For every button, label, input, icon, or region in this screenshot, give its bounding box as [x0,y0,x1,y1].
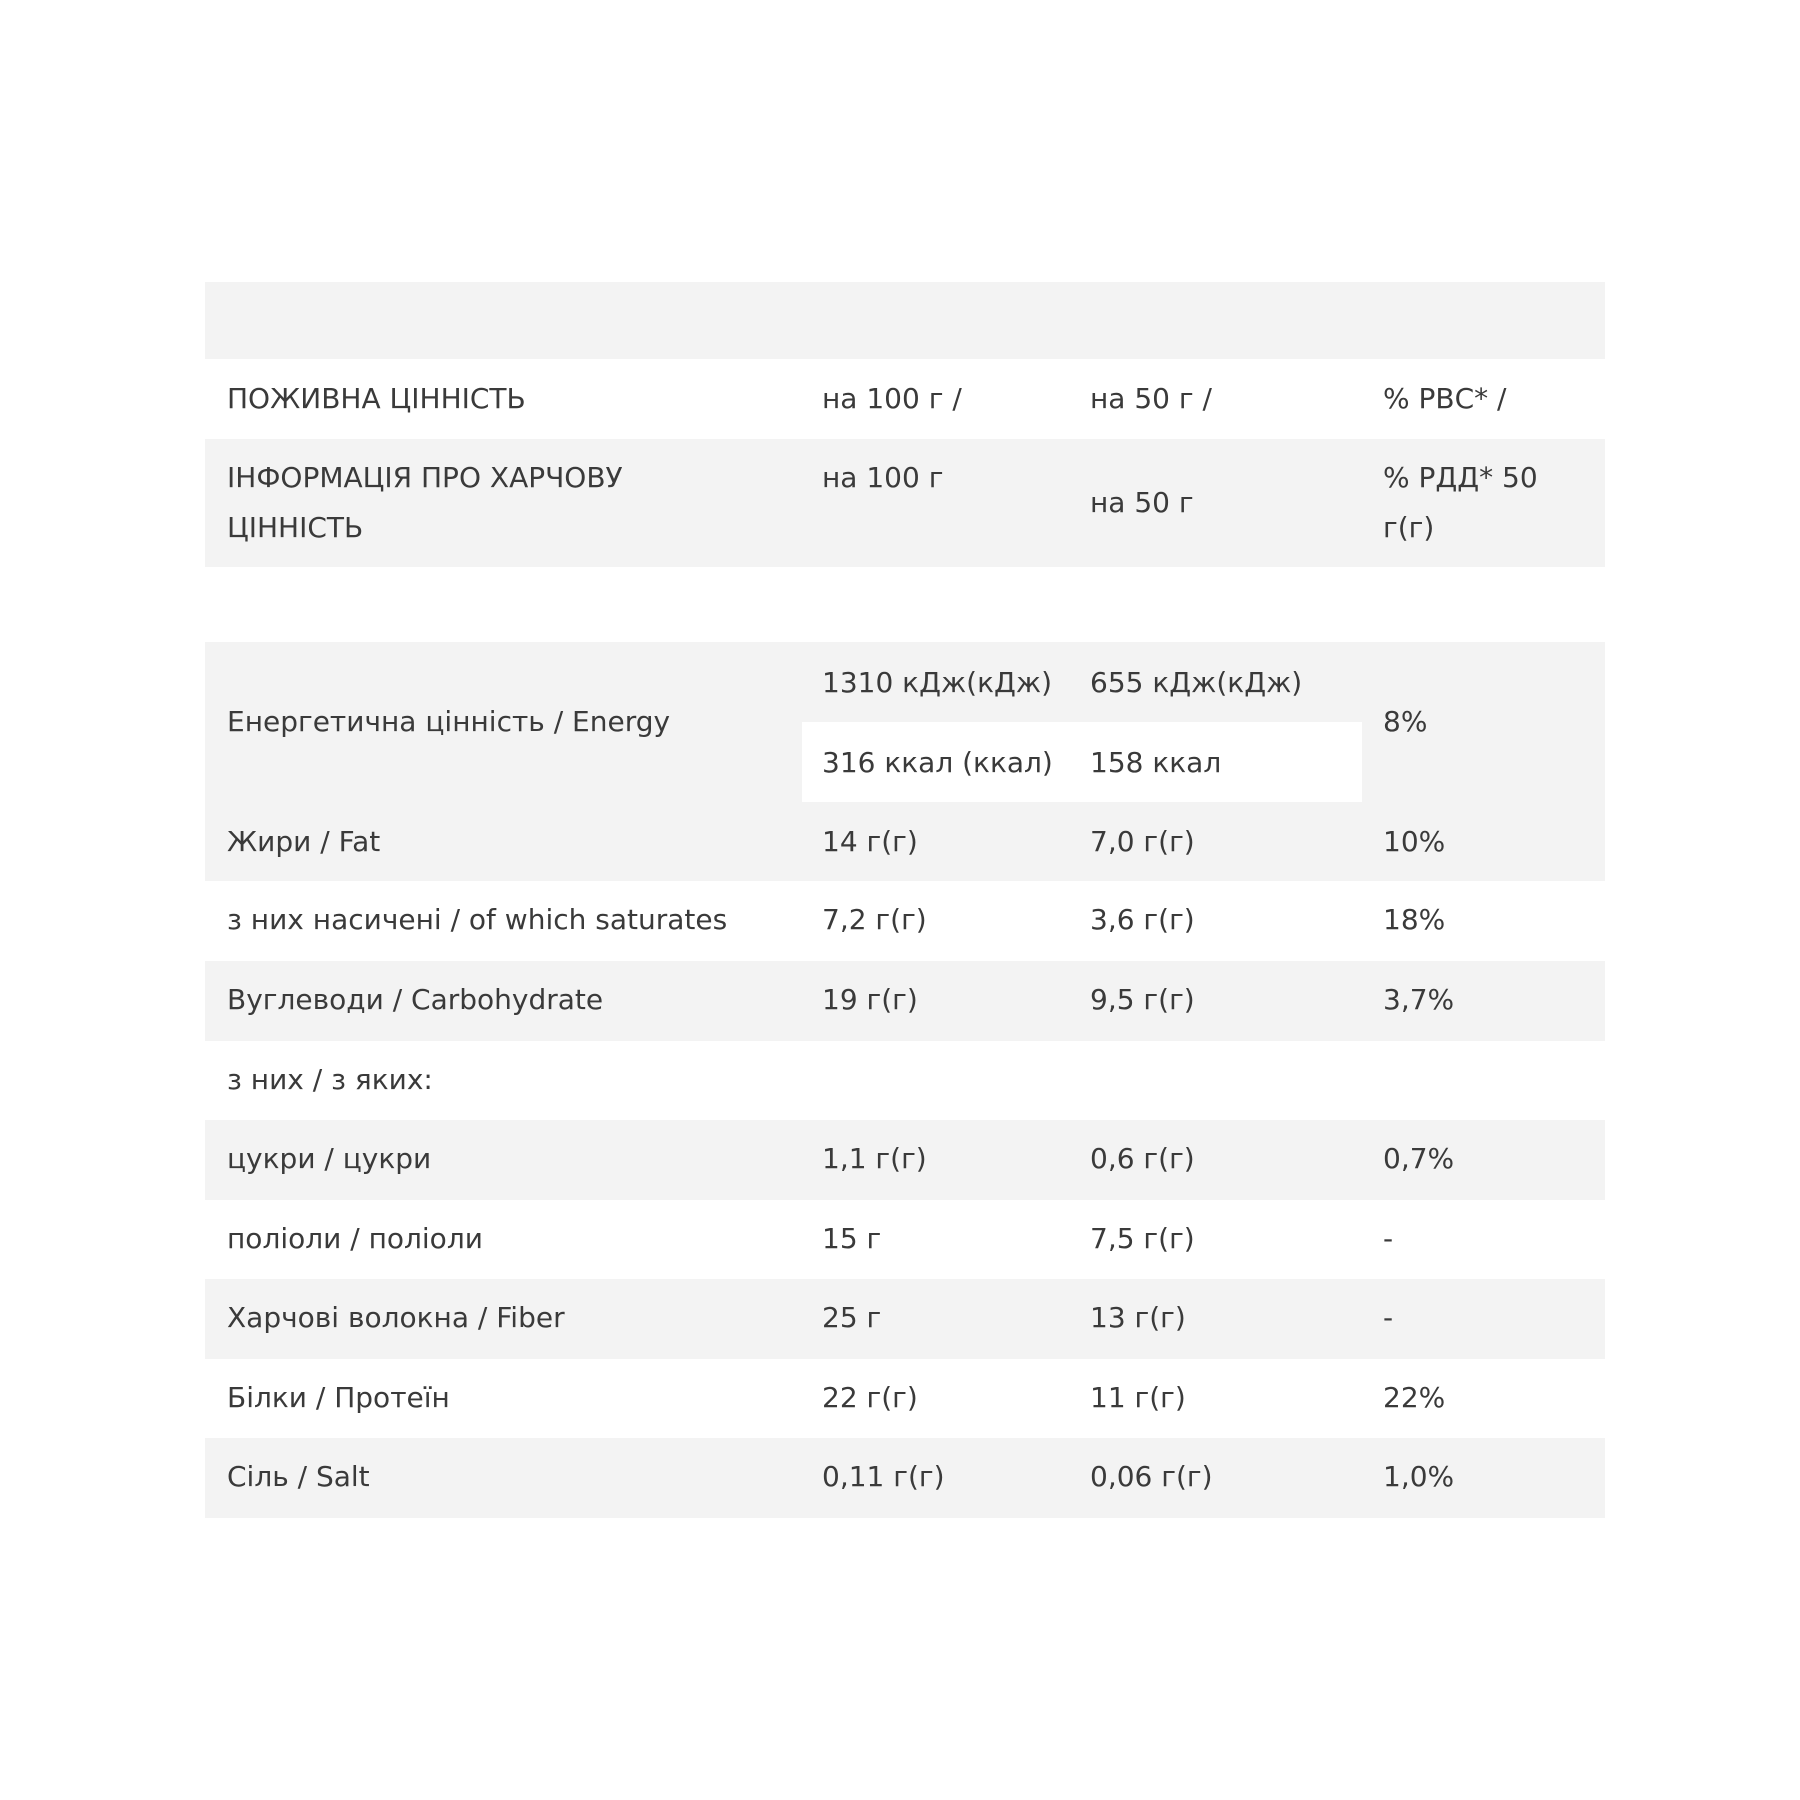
header-spacer-row [205,282,1605,359]
row-per50: 9,5 г(г) [1090,983,1195,1016]
table-row [205,1120,1605,1200]
energy-per50-kcal: 158 ккал [1090,746,1222,779]
header-label-info: ІНФОРМАЦІЯ ПРО ХАРЧОВУ ЦІННІСТЬ [227,461,623,544]
row-rdi: - [1383,1222,1394,1255]
row-per50: 7,0 г(г) [1090,825,1195,858]
table-row [205,961,1605,1041]
table-row [205,1041,1605,1120]
table-row [205,802,1605,881]
energy-per100-kj: 1310 кДж(кДж) [822,666,1053,699]
row-rdi: 1,0% [1383,1460,1455,1493]
row-label: з них / з яких: [227,1063,433,1096]
row-per100: 25 г [822,1301,882,1334]
row-label: Харчові волокна / Fiber [227,1301,565,1334]
row-per100: 22 г(г) [822,1381,918,1414]
row-rdi: 22% [1383,1381,1446,1414]
row-per50: 0,6 г(г) [1090,1142,1195,1175]
table-row [205,1438,1605,1518]
header-row-ua [205,359,1605,439]
row-label: поліоли / поліоли [227,1222,483,1255]
row-per50: 0,06 г(г) [1090,1460,1213,1493]
row-label: Сіль / Salt [227,1460,370,1493]
row-rdi: 0,7% [1383,1142,1455,1175]
row-per50: 7,5 г(г) [1090,1222,1195,1255]
row-per50: 3,6 г(г) [1090,903,1195,936]
header-row-info [205,439,1605,567]
row-per50: 13 г(г) [1090,1301,1186,1334]
row-rdi: - [1383,1301,1394,1334]
energy-per100-kcal: 316 ккал (ккал) [822,746,1053,779]
energy-row [205,642,1605,802]
header-per50-ua: на 50 г / [1090,382,1212,415]
table-row [205,881,1605,961]
header-label-ua: ПОЖИВНА ЦІННІСТЬ [227,382,526,415]
row-label: Вуглеводи / Carbohydrate [227,983,604,1016]
energy-rdi: 8% [1383,705,1428,738]
row-label: Жири / Fat [227,825,381,858]
row-rdi: 3,7% [1383,983,1455,1016]
row-per100: 7,2 г(г) [822,903,927,936]
energy-label: Енергетична цінність / Energy [227,705,671,738]
row-per100: 19 г(г) [822,983,918,1016]
header-rdi-ua: % РВС* / [1383,382,1507,415]
row-rdi: 18% [1383,903,1446,936]
row-per100: 15 г [822,1222,882,1255]
table-row [205,1279,1605,1359]
header-per100-ua: на 100 г / [822,382,962,415]
header-per100-info: на 100 г [822,461,944,494]
header-per50-info: на 50 г [1090,486,1194,519]
nutrition-header-table [205,282,1605,567]
row-label: Білки / Протеїн [227,1381,450,1414]
row-per100: 1,1 г(г) [822,1142,927,1175]
row-label: з них насичені / of which saturates [227,903,728,936]
table-row [205,1359,1605,1438]
row-per50: 11 г(г) [1090,1381,1186,1414]
row-per100: 14 г(г) [822,825,918,858]
table-row [205,1200,1605,1279]
row-rdi: 10% [1383,825,1446,858]
nutrition-body-table [205,642,1605,1518]
energy-per50-kj: 655 кДж(кДж) [1090,666,1303,699]
row-per100: 0,11 г(г) [822,1460,945,1493]
header-rdi-info: % РДД* 50 г(г) [1383,461,1538,544]
row-label: цукри / цукри [227,1142,432,1175]
